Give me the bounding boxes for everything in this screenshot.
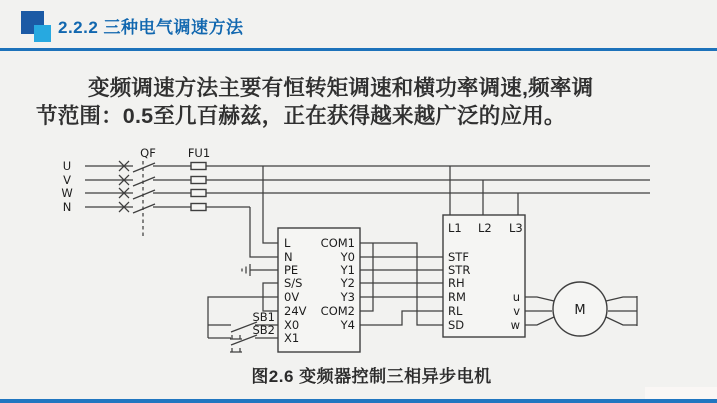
phase-labels	[61, 159, 72, 214]
button-label-sb1: SB1	[252, 310, 275, 324]
pin-label-com2: COM2	[320, 304, 355, 318]
phase-label-w: W	[61, 186, 73, 200]
pin-label-l1: L1	[448, 221, 462, 235]
pin-label-stf: STF	[448, 250, 469, 264]
breaker-label: QF	[140, 146, 156, 160]
control-wires	[360, 243, 443, 325]
button-label-sb2: SB2	[252, 323, 275, 337]
ground-icon	[242, 264, 278, 276]
fuse-icon	[191, 190, 206, 197]
wire-w-phase	[525, 317, 554, 325]
phase-label-u: U	[62, 159, 72, 173]
phase-label-v: V	[63, 173, 71, 187]
pin-label-l: L	[284, 236, 291, 250]
pin-label-x0: X0	[284, 318, 300, 332]
figure-caption: 图2.6 变频器控制三相异步电机	[251, 367, 492, 386]
pin-label-u-out: u	[512, 290, 520, 304]
pin-label-0v: 0V	[284, 290, 300, 304]
pin-label-rh: RH	[448, 276, 465, 290]
pin-label-com1: COM1	[320, 236, 355, 250]
pin-label-y3: Y3	[340, 290, 355, 304]
pin-label-v-out: v	[513, 304, 520, 318]
pin-label-l2: L2	[478, 221, 492, 235]
bottom-divider	[0, 399, 717, 403]
wire-com2-to-com1	[360, 243, 373, 311]
wire-u-to-l	[263, 166, 278, 243]
fuse-icon	[191, 177, 206, 184]
pin-label-x1: X1	[284, 331, 300, 345]
pin-label-24v: 24V	[284, 304, 307, 318]
section-title: 2.2.2 三种电气调速方法	[58, 18, 244, 37]
wire-motor-return-1	[606, 297, 637, 301]
breaker-contact-marks	[119, 161, 129, 212]
body-line-1: 变频调速方法主要有恒转矩调速和横功率调速,频率调	[88, 76, 594, 100]
pin-label-str: STR	[448, 263, 471, 277]
fuse-icon	[191, 204, 206, 211]
pin-label-y0: Y0	[340, 250, 355, 264]
pushbutton-sb2-icon	[208, 335, 278, 352]
pin-label-l3: L3	[509, 221, 523, 235]
phase-label-n: N	[62, 200, 72, 214]
body-line-2: 节范围：0.5至几百赫兹，正在获得越来越广泛的应用。	[36, 104, 566, 128]
fuses-fu1	[191, 163, 206, 211]
wire-motor-return-3	[606, 317, 637, 325]
wire-y4-to-rl	[360, 311, 443, 325]
wire-u-phase	[525, 297, 554, 301]
pin-label-n: N	[284, 250, 293, 264]
pin-label-w-out: w	[510, 318, 520, 332]
fuse-label: FU1	[187, 146, 211, 160]
inverter-top-pin-labels	[448, 221, 523, 235]
fuse-icon	[191, 163, 206, 170]
phase-line-n	[85, 207, 278, 257]
breaker-qf	[133, 161, 155, 239]
pin-label-rm: RM	[448, 290, 466, 304]
pin-label-ss: S/S	[284, 276, 303, 290]
motor-label: M	[574, 303, 586, 318]
pin-label-y4: Y4	[340, 318, 355, 332]
pin-label-sd: SD	[448, 318, 465, 332]
pin-label-y2: Y2	[340, 276, 355, 290]
pin-label-y1: Y1	[340, 263, 355, 277]
pin-label-pe: PE	[284, 263, 299, 277]
pin-label-rl: RL	[448, 304, 463, 318]
